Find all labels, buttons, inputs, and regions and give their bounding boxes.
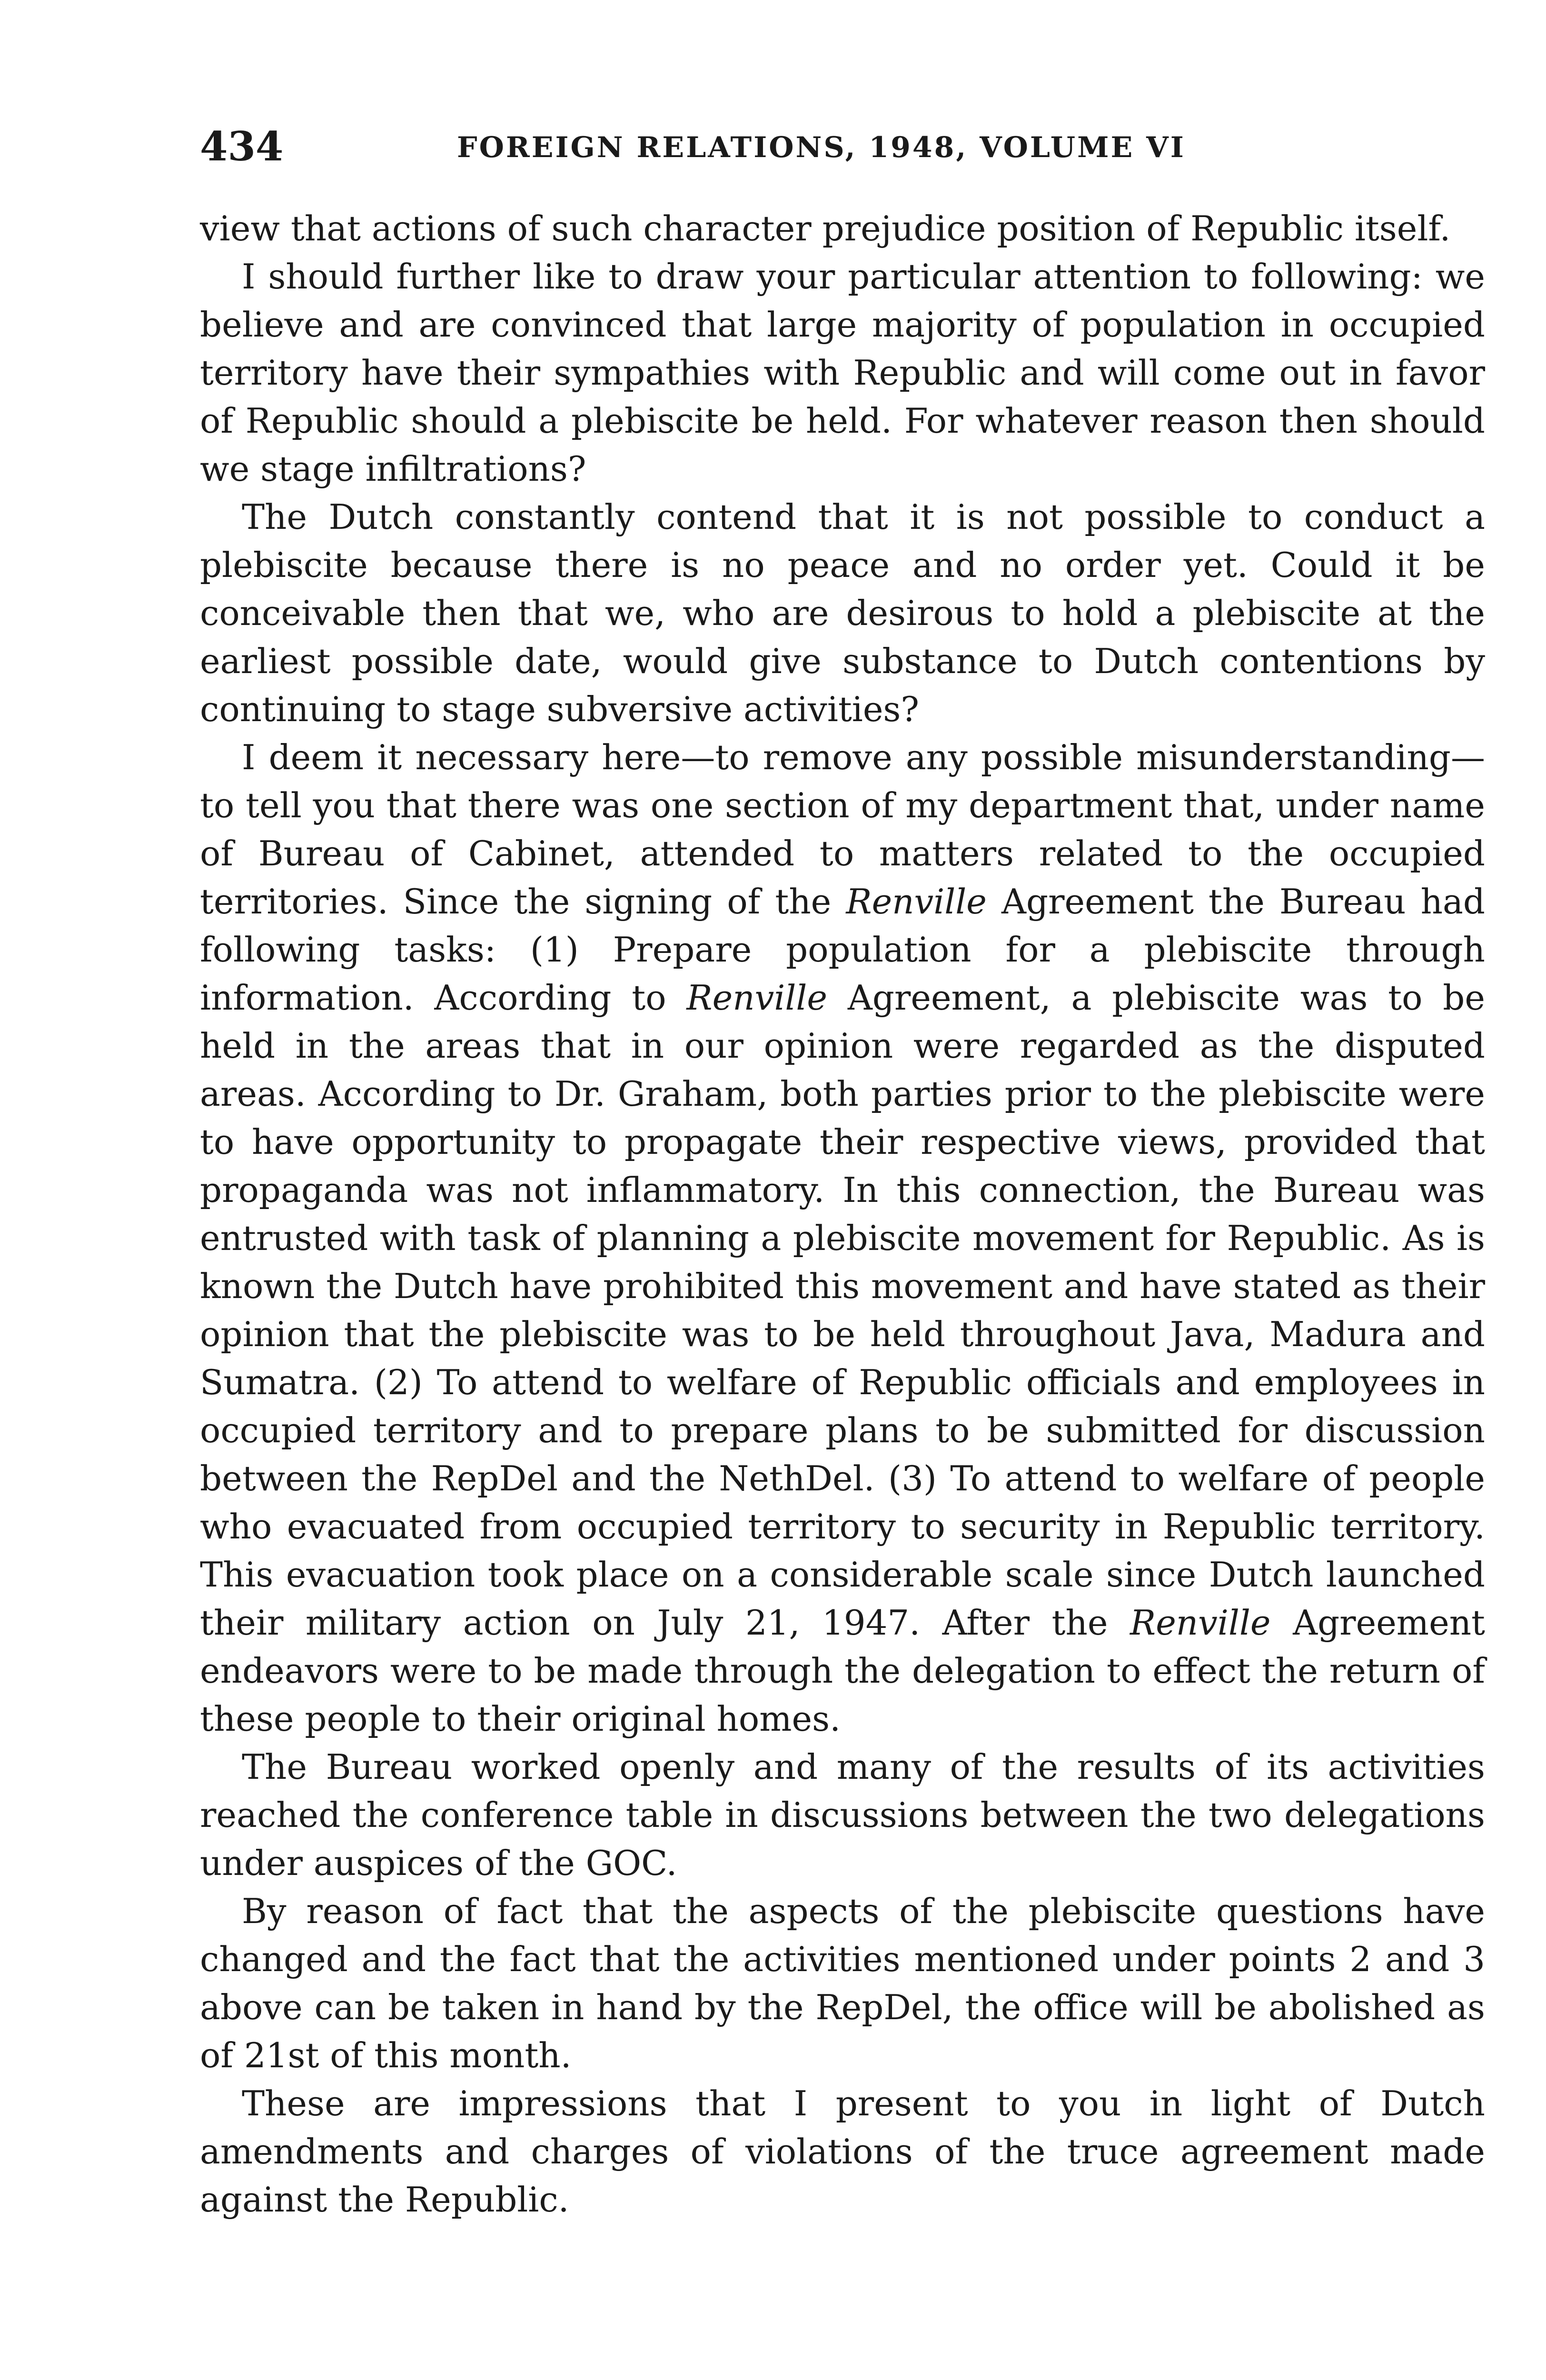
paragraph-impressions: These are impressions that I present to you in light of Dutch amendments and charges of violations of the truce agreement made against the Republic.: [200, 2083, 1485, 2220]
page-header: [200, 114, 1485, 176]
text-segment: Agreement endeavors were to be made through the delegation to effect the return of these people to their original homes.: [200, 1603, 1485, 1739]
paragraph-infiltrations: I should further like to draw your particular attention to following: we believe and are convinced that large majority of population in occupied territory have their sympathies with Republic and will come out in favor of Republic should a plebiscite be held. For whatever reason then should we stage infiltrations?: [200, 257, 1485, 489]
page-number: 434: [200, 123, 284, 170]
renville-italic: Renville: [846, 882, 987, 922]
text-segment: I deem it necessary here—to remove any possible misunderstanding—to tell you that there was one section of my department that, under name of Bureau of Cabinet, attended to matters related to the occupied territories. Since the signing of the: [200, 737, 1485, 922]
text-segment: Agreement, a plebiscite was to be held in the areas that in our opinion were regarded as the disputed areas. According to Dr. Graham, both parties prior to the plebiscite were to have opportunity to propagate their respective views, provided that propaganda was not inflammatory. In this connection, the Bureau was entrusted with task of planning a plebiscite movement for Republic. As is known the Dutch have prohibited this movement and have stated as their opinion that the plebiscite was to be held throughout Java, Madura and Sumatra. (2) To attend to welfare of Republic officials and employees in occupied territory and to prepare plans to be submitted for discussion between the RepDel and the NethDel. (3) To attend to welfare of people who evacuated from occupied territory to security in Republic territory. This evacuation took place on a considerable scale since Dutch launched their military action on July 21, 1947. After the: [200, 978, 1486, 1643]
paragraph-dutch-contention: The Dutch constantly contend that it is not possible to conduct a plebiscite because there is no peace and no order yet. Could it be conceivable then that we, who are desirous to hold a plebiscite at the earliest possible date, would give substance to Dutch contentions by continuing to stage subversive activities?: [200, 497, 1485, 729]
paragraph-office-abolished: By reason of fact that the aspects of the plebiscite questions have changed and the fact that the activities mentioned under points 2 and 3 above can be taken in hand by the RepDel, the office will be abolished as of 21st of this month.: [200, 1891, 1485, 2075]
body-text: [200, 205, 1485, 2224]
paragraph-bureau-of-cabinet: [200, 734, 1485, 1743]
paragraph-continuation: view that actions of such character prejudice position of Republic itself.: [200, 208, 1451, 248]
paragraph-bureau-worked-openly: The Bureau worked openly and many of the results of its activities reached the conference table in discussions between the two delegations under auspices of the GOC.: [200, 1747, 1485, 1883]
renville-italic: Renville: [1130, 1603, 1271, 1643]
renville-italic: Renville: [686, 978, 827, 1018]
text-segment: Agreement the Bureau had following tasks: (1) Prepare population for a plebiscite through information. According to: [200, 882, 1485, 1018]
running-head: FOREIGN RELATIONS, 1948, VOLUME VI: [457, 131, 1186, 164]
